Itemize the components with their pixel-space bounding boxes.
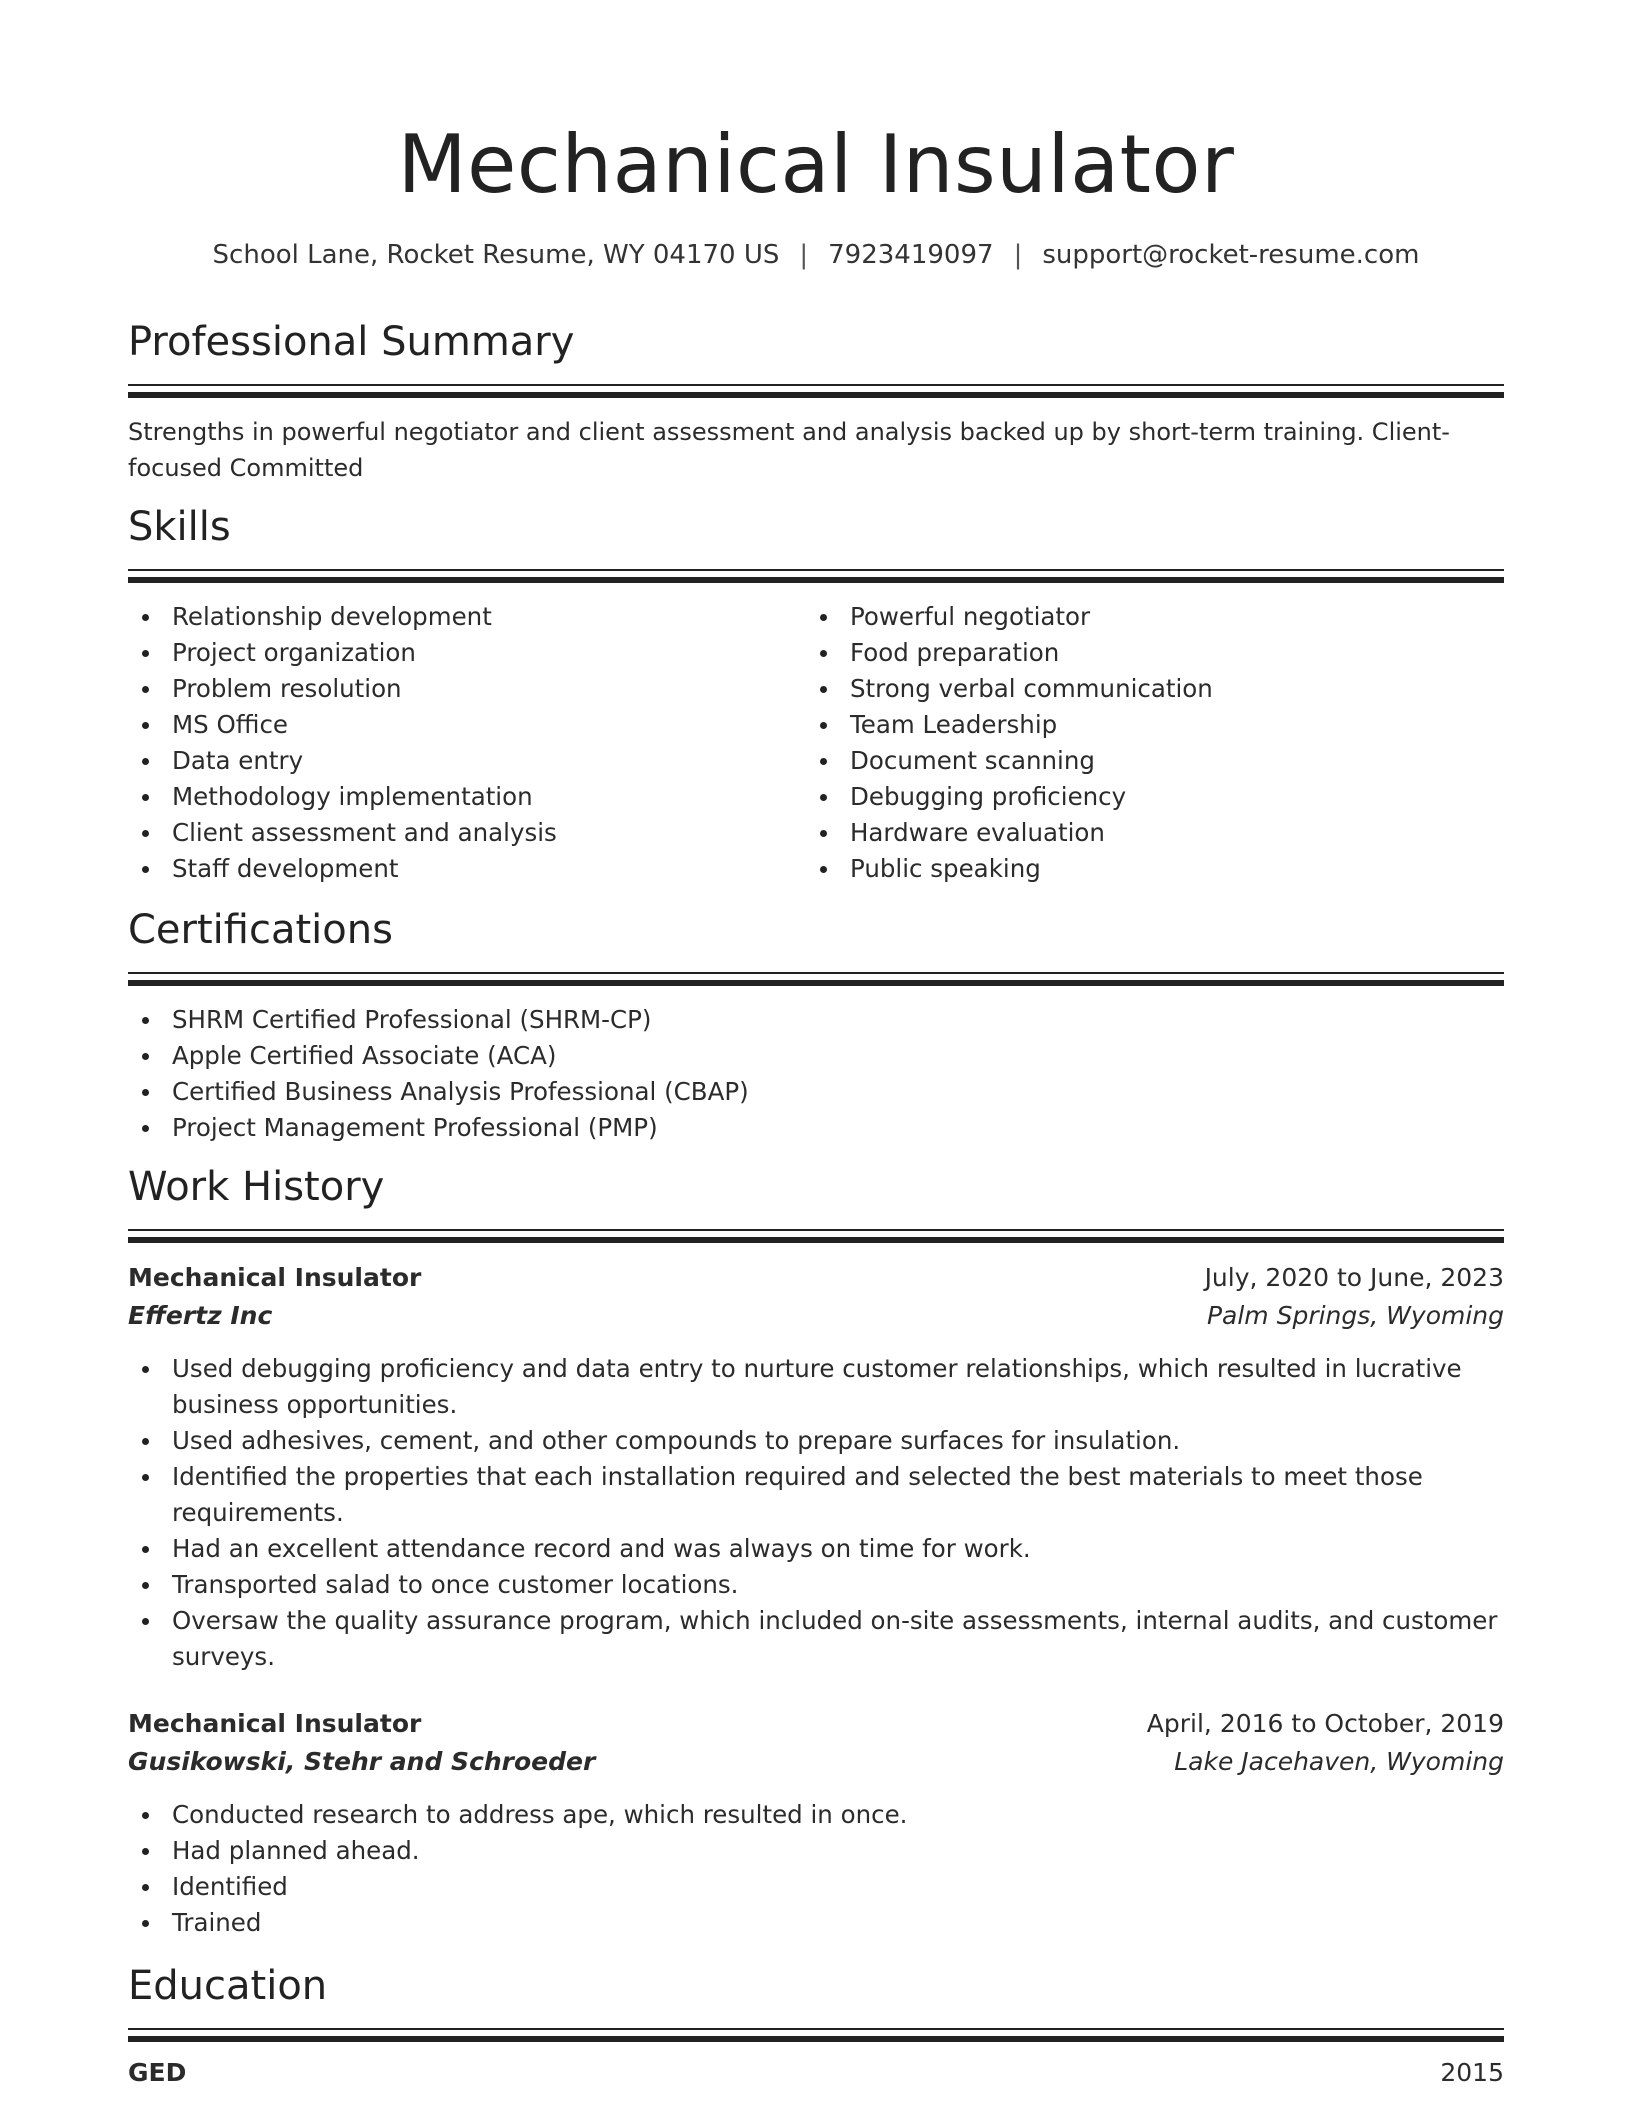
section-divider — [128, 1229, 1504, 1243]
skills-section — [128, 499, 1504, 887]
certifications-section — [128, 902, 1504, 1146]
skill-item: Client assessment and analysis — [128, 815, 806, 851]
section-divider — [128, 972, 1504, 986]
job-duty: Identified — [128, 1869, 1504, 1905]
job-duties-list — [128, 1351, 1504, 1675]
job-duty: Conducted research to address ape, which resulted in once. — [128, 1797, 1504, 1833]
contact-separator: | — [799, 240, 809, 270]
contact-address: School Lane, Rocket Resume, WY 04170 US — [212, 240, 780, 270]
skill-item: Powerful negotiator — [806, 599, 1484, 635]
skills-column-left — [128, 599, 806, 887]
skill-item: Debugging proficiency — [806, 779, 1484, 815]
summary-section — [128, 314, 1504, 486]
skill-item: MS Office — [128, 707, 806, 743]
skills-column-right — [806, 599, 1484, 887]
job-duty: Identified the properties that each installation required and selected the best materials to meet those requirements. — [128, 1459, 1504, 1531]
skill-item: Project organization — [128, 635, 806, 671]
job-header — [128, 1259, 1504, 1297]
section-title: Work History — [128, 1164, 385, 1210]
job-entry — [128, 1705, 1504, 1941]
section-title: Certifications — [128, 907, 393, 953]
work-history-section — [128, 1159, 1504, 1941]
certification-item: Apple Certified Associate (ACA) — [128, 1038, 1504, 1074]
section-divider — [128, 384, 1504, 398]
job-subheader — [128, 1743, 1504, 1781]
skill-item: Methodology implementation — [128, 779, 806, 815]
education-entry — [128, 2054, 1504, 2092]
skill-item: Data entry — [128, 743, 806, 779]
job-duty: Used debugging proficiency and data entry to nurture customer relationships, which resulted in lucrative business opportunities. — [128, 1351, 1504, 1423]
skills-columns — [128, 599, 1504, 887]
job-duty: Used adhesives, cement, and other compounds to prepare surfaces for insulation. — [128, 1423, 1504, 1459]
job-company: Gusikowski, Stehr and Schroeder — [128, 1747, 596, 1776]
job-duty: Transported salad to once customer locations. — [128, 1567, 1504, 1603]
job-title: Mechanical Insulator — [128, 1709, 422, 1738]
job-subheader — [128, 1297, 1504, 1335]
skill-item: Problem resolution — [128, 671, 806, 707]
contact-separator: | — [1013, 240, 1023, 270]
skill-item: Public speaking — [806, 851, 1484, 887]
job-header — [128, 1705, 1504, 1743]
job-company: Effertz Inc — [128, 1301, 273, 1330]
education-section — [128, 1958, 1504, 2092]
summary-text: Strengths in powerful negotiator and client assessment and analysis backed up by short-term training. Client-focused Committed — [128, 418, 1450, 482]
job-duty: Oversaw the quality assurance program, which included on-site assessments, internal audits, and customer surveys. — [128, 1603, 1504, 1675]
skill-item: Relationship development — [128, 599, 806, 635]
job-dates: April, 2016 to October, 2019 — [1146, 1709, 1504, 1738]
skill-item: Hardware evaluation — [806, 815, 1484, 851]
job-duty: Trained — [128, 1905, 1504, 1941]
certifications-list — [128, 1002, 1504, 1146]
skill-item: Staff development — [128, 851, 806, 887]
job-duties-list — [128, 1797, 1504, 1941]
skill-item: Food preparation — [806, 635, 1484, 671]
section-divider — [128, 569, 1504, 583]
contact-line — [0, 240, 1632, 270]
certification-item: Project Management Professional (PMP) — [128, 1110, 1504, 1146]
section-divider — [128, 2028, 1504, 2042]
skill-item: Document scanning — [806, 743, 1484, 779]
certification-item: Certified Business Analysis Professional (CBAP) — [128, 1074, 1504, 1110]
job-entry — [128, 1259, 1504, 1675]
job-duty: Had an excellent attendance record and was always on time for work. — [128, 1531, 1504, 1567]
job-location: Lake Jacehaven, Wyoming — [1174, 1747, 1504, 1776]
education-year: 2015 — [1440, 2058, 1504, 2087]
certification-item: SHRM Certified Professional (SHRM-CP) — [128, 1002, 1504, 1038]
section-title: Skills — [128, 504, 231, 550]
contact-email[interactable]: support@rocket-resume.com — [1042, 240, 1420, 270]
section-title: Education — [128, 1963, 328, 2009]
contact-phone: 7923419097 — [828, 240, 994, 270]
skill-item: Team Leadership — [806, 707, 1484, 743]
skill-item: Strong verbal communication — [806, 671, 1484, 707]
job-title: Mechanical Insulator — [128, 1263, 422, 1292]
job-dates: July, 2020 to June, 2023 — [1204, 1263, 1504, 1292]
candidate-name: Mechanical Insulator — [397, 118, 1235, 211]
education-degree: GED — [128, 2058, 187, 2087]
job-duty: Had planned ahead. — [128, 1833, 1504, 1869]
job-location: Palm Springs, Wyoming — [1206, 1301, 1504, 1330]
section-title: Professional Summary — [128, 319, 575, 365]
